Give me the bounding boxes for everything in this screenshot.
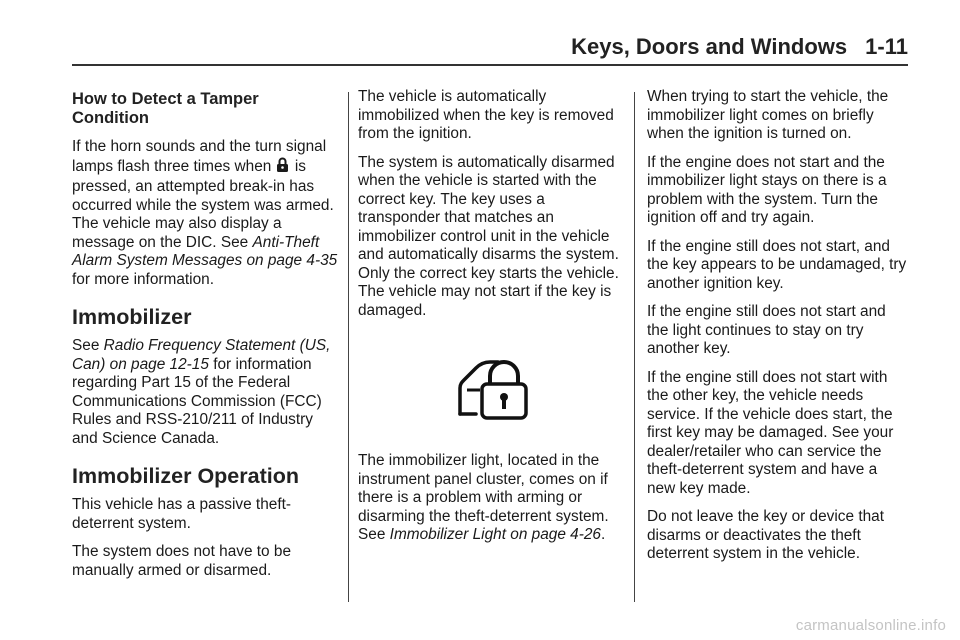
heading-immobilizer-operation: Immobilizer Operation [72,464,299,488]
tamper-paragraph: If the horn sounds and the turn signal lamps flash three times when is pressed, an attempted break-in has occurred while the system was armed. The vehicle may also display a message on the DIC. See Anti-Theft Alarm System Messages on page 4-35 for more information. [72,138,338,288]
col3-paragraph-4: If the engine still does not start and the light continues to stay on try another key. [647,303,886,357]
link-immobilizer-light[interactable]: Immobilizer Light on page 4-26 [389,526,601,543]
section-title: Keys, Doors and Windows [571,34,848,59]
column-1 [72,88,338,590]
link-anti-theft[interactable]: Anti-Theft Alarm System Messages on page 4-35 [72,233,338,269]
page-number: 1-11 [865,34,908,59]
column-2 [358,88,624,555]
heading-tamper: How to Detect a Tamper Condition [72,90,259,127]
col3-paragraph-2: If the engine does not start and the immobilizer light stays on there is a problem with the system. Turn the ignition off and try again. [647,153,887,226]
operation-paragraph-2: The system does not have to be manually armed or disarmed. [72,543,292,579]
heading-immobilizer: Immobilizer [72,305,192,329]
link-radio-frequency[interactable]: Radio Frequency Statement (US, Can) on page 12-15 [72,337,331,373]
col2-paragraph-1: The vehicle is automatically immobilized when the key is removed from the ignition. [358,88,614,142]
column-divider-1 [348,92,349,602]
immobilizer-light-symbol [358,354,624,424]
car-lock-icon [454,354,528,420]
operation-paragraph-1: This vehicle has a passive theft-deterrent system. [72,496,291,532]
col3-paragraph-3: If the engine still does not start, and the key appears to be undamaged, try another ignition key. [647,237,907,292]
watermark: carmanualsonline.info [795,617,946,634]
col2-paragraph-3: The immobilizer light, located in the instrument panel cluster, comes on if there is a problem with arming or disarming the theft-deterrent system. See Immobilizer Light on page 4-26. [358,452,609,543]
col3-paragraph-6: Do not leave the key or device that disarms or deactivates the theft deterrent system in the vehicle. [647,508,884,562]
immobilizer-paragraph: See Radio Frequency Statement (US, Can) on page 12-15 for information regarding Part 15 of the Federal Communications Commission (FCC) Rules and RSS-210/211 of Industry and Science Canada. [72,337,331,447]
header-rule [72,64,908,66]
column-divider-2 [634,92,635,602]
column-3 [647,88,909,574]
col2-paragraph-2: The system is automatically disarmed when the vehicle is started with the correct key. The key uses a transponder that matches an immobilizer control unit in the vehicle and automatically disarms the system. Only the correct key starts the vehicle. The vehicle may not start if the key is damaged. [358,153,619,319]
col3-paragraph-5: If the engine still does not start with the other key, the vehicle needs service. If the vehicle does start, the first key may be damaged. See your dealer/retailer who can service the theft-deterrent system and have a new key made. [647,368,894,497]
col3-paragraph-1: When trying to start the vehicle, the immobilizer light comes on briefly when the ignition is turned on. [647,88,889,142]
page-header [571,34,908,60]
lock-key-icon [276,157,289,179]
